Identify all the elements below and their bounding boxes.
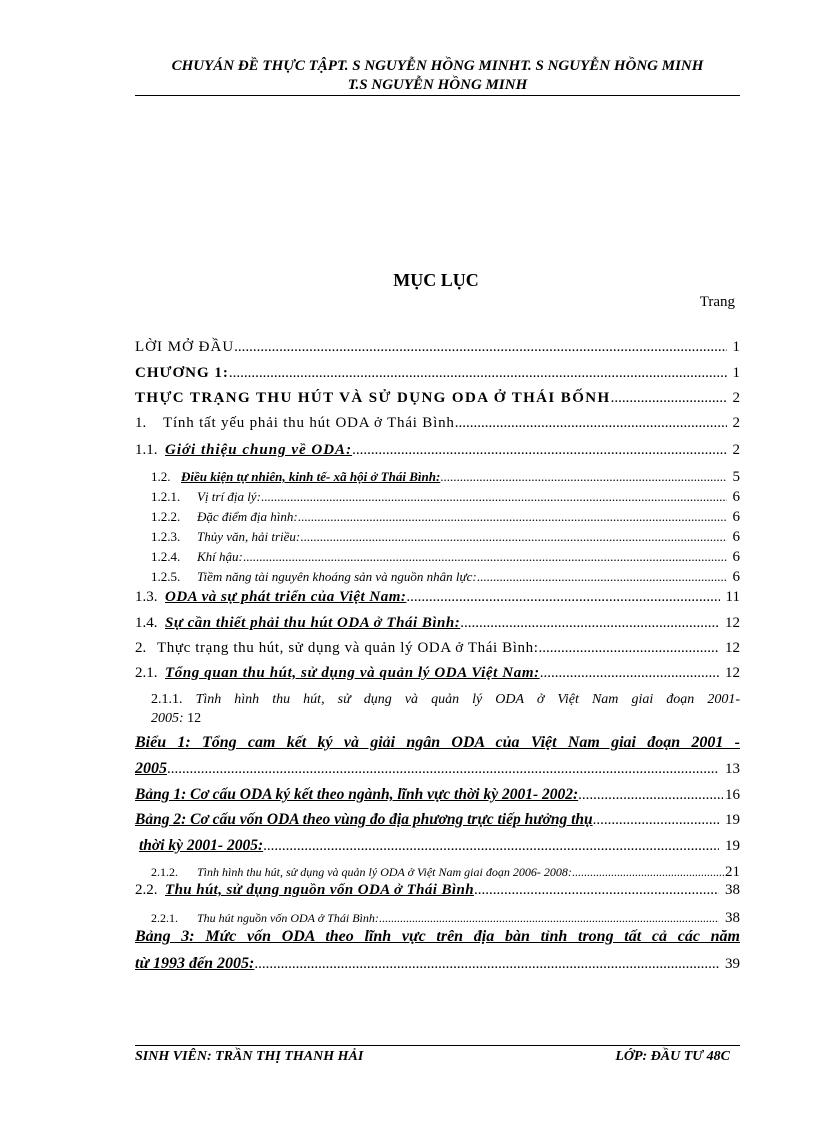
toc-entry-text: Tình hình thu hút, sử dụng và quản lý ODA ở Việt Nam giai đoạn 2001-	[195, 692, 741, 707]
toc-entry[interactable]	[151, 549, 740, 566]
toc-entry-text: Giới thiệu chung về ODA:	[165, 442, 353, 458]
toc-entry-number: 2.1.2.	[151, 865, 178, 879]
toc-entry-page: 1	[732, 339, 740, 355]
toc-entry-continuation[interactable]	[135, 760, 740, 778]
toc-entry-page: 6	[732, 529, 740, 545]
toc-entry-text: Bảng 3: Mức vốn ODA theo lĩnh vực trên địa bàn tỉnh trong tất cả các năm	[135, 928, 740, 945]
toc-entry-text: Tiềm năng tài nguyên khoáng sản và nguồn nhân lực:	[197, 569, 477, 584]
toc-entry-page: 12	[725, 640, 740, 656]
toc-entry-text-cont: từ 1993 đến 2005:	[135, 955, 255, 972]
footer	[135, 1049, 740, 1065]
toc-entry-wrapped[interactable]	[151, 692, 740, 708]
header-line-1: CHUYÁN ĐỀ THỰC TẬPT. S NGUYỄN HỒNG MINHT. S NGUYỄN HỒNG MINH	[171, 58, 704, 74]
toc-entry-page: 19	[725, 838, 740, 854]
toc-entry-number: 1.3.	[135, 589, 158, 605]
toc-entry-number: 1.4.	[135, 615, 158, 631]
toc-entry-text-cont: 2005	[135, 760, 167, 777]
toc-entry-text: CHƯƠNG 1:	[135, 365, 229, 381]
toc-table-entry[interactable]	[135, 786, 740, 804]
toc-entry-text: Thu hút nguồn vốn ODA ở Thái Bình:	[197, 911, 379, 925]
toc-entry[interactable]	[151, 569, 740, 586]
footer-student: SINH VIÊN: TRẦN THỊ THANH HẢI	[135, 1049, 364, 1064]
toc-entry-page: 2	[732, 390, 740, 406]
toc-entry-number: 2.	[135, 640, 147, 656]
toc-entry-text: ODA và sự phát triển của Việt Nam:	[165, 589, 407, 605]
toc-entry[interactable]	[135, 640, 740, 657]
toc-entry-page: 11	[725, 589, 740, 605]
page-column-label: Trang	[699, 294, 735, 310]
toc-entry-page: 38	[725, 910, 740, 926]
toc-entry[interactable]	[135, 665, 740, 682]
toc-entry-number: 1.2.1.	[151, 489, 181, 504]
toc-entry[interactable]	[151, 489, 740, 506]
toc-entry-text: Bảng 2: Cơ cấu vốn ODA theo vùng đo địa phương trực tiếp hưởng thụ	[135, 811, 593, 828]
toc-entry-text: Tổng quan thu hút, sử dụng và quản lý ODA Việt Nam:	[165, 665, 540, 681]
toc-entry[interactable]	[135, 339, 740, 356]
toc-entry-page: 6	[732, 489, 740, 505]
toc-entry-page: 12	[187, 711, 202, 726]
toc-entry-number: 1.2.4.	[151, 549, 181, 564]
toc-entry-text: Đặc điểm địa hình:	[197, 509, 298, 524]
toc-entry-continuation[interactable]	[139, 837, 740, 855]
toc-entry[interactable]	[151, 469, 740, 486]
toc-entry-page: 6	[732, 569, 740, 585]
toc-entry-number: 1.2.	[151, 469, 171, 484]
toc-entry-page: 2	[732, 415, 740, 431]
toc-entry-page: 38	[725, 882, 740, 898]
toc-entry-text: Thu hút, sử dụng nguồn vốn ODA ở Thái Bình	[165, 882, 474, 898]
toc-table-entry[interactable]	[135, 928, 740, 946]
toc-entry-number: 1.	[135, 415, 147, 431]
toc-entry-text: Thủy văn, hải triều:	[197, 529, 301, 544]
toc-entry-page: 6	[732, 509, 740, 525]
toc-entry[interactable]	[135, 415, 740, 432]
toc-entry-page: 5	[732, 469, 740, 485]
toc-entry[interactable]	[151, 529, 740, 546]
toc-entry-text: LỜI MỞ ĐẦU	[135, 339, 235, 355]
toc-entry-page: 12	[725, 665, 740, 681]
toc-entry-page: 39	[725, 956, 740, 972]
footer-class: LỚP: ĐẦU TƯ 48C	[615, 1049, 730, 1064]
footer-rule	[135, 1045, 740, 1046]
toc-entry-text: THỰC TRẠNG THU HÚT VÀ SỬ DỤNG ODA Ở THÁI BỐNH	[135, 390, 611, 406]
toc-entry-page: 19	[725, 812, 740, 828]
toc-table-entry[interactable]	[135, 811, 740, 829]
toc-entry[interactable]	[151, 910, 740, 927]
header-rule	[135, 95, 740, 96]
toc-entry-page: 16	[725, 787, 740, 803]
toc-entry-text: Thực trạng thu hút, sử dụng và quản lý ODA ở Thái Bình:	[157, 640, 539, 656]
toc-entry[interactable]	[135, 615, 740, 632]
toc-entry-page: 21	[725, 864, 740, 880]
toc-entry-page: 6	[732, 549, 740, 565]
toc-entry-page: 13	[725, 761, 740, 777]
toc-entry-continuation[interactable]	[151, 711, 201, 727]
toc-entry-text-cont: thời kỳ 2001- 2005:	[139, 837, 264, 854]
toc-entry-text: Tình hình thu hút, sử dụng và quản lý ODA ở Việt Nam giai đoạn 2006- 2008:	[197, 865, 572, 879]
toc-entry-text: Biểu 1: Tổng cam kết ký và giải ngân ODA của Việt Nam giai đoạn 2001 -	[135, 734, 740, 751]
toc-entry-number: 2.1.1.	[151, 692, 183, 707]
toc-entry-number: 2.1.	[135, 665, 158, 681]
page-title: MỤC LỤC	[393, 270, 479, 290]
header-line-2: T.S NGUYỄN HỒNG MINH	[347, 77, 528, 93]
toc-entry[interactable]	[151, 864, 740, 881]
toc-entry[interactable]	[135, 882, 740, 899]
toc-entry-text: Khí hậu:	[197, 549, 243, 564]
toc-entry-text: Bảng 1: Cơ cấu ODA ký kết theo ngành, lĩnh vực thời kỳ 2001- 2002:	[135, 786, 579, 803]
toc-entry-number: 2.2.	[135, 882, 158, 898]
toc-entry-number: 1.2.5.	[151, 569, 181, 584]
toc-entry[interactable]	[135, 442, 740, 459]
toc-entry[interactable]	[135, 390, 740, 407]
toc-entry-page: 1	[732, 365, 740, 381]
toc-figure-entry[interactable]	[135, 734, 740, 752]
toc-entry-number: 1.2.2.	[151, 509, 181, 524]
toc-entry-continuation[interactable]	[135, 955, 740, 973]
toc-entry[interactable]	[151, 509, 740, 526]
toc-entry-number: 2.2.1.	[151, 911, 178, 925]
toc-entry-number: 1.1.	[135, 442, 158, 458]
toc-entry-text-cont: 2005:	[151, 711, 184, 726]
toc-entry-page: 12	[725, 615, 740, 631]
toc-entry[interactable]	[135, 589, 740, 606]
toc-entry-text: Vị trí địa lý:	[197, 489, 261, 504]
toc-entry-number: 1.2.3.	[151, 529, 181, 544]
toc-entry[interactable]	[135, 365, 740, 382]
toc-entry-text: Điều kiện tự nhiên, kinh tế- xã hội ở Thái Bình:	[181, 469, 441, 484]
toc-entry-page: 2	[732, 442, 740, 458]
toc-entry-text: Sự cần thiết phải thu hút ODA ở Thái Bình:	[165, 615, 461, 631]
toc-entry-text: Tính tất yếu phải thu hút ODA ở Thái Bình	[163, 415, 455, 431]
